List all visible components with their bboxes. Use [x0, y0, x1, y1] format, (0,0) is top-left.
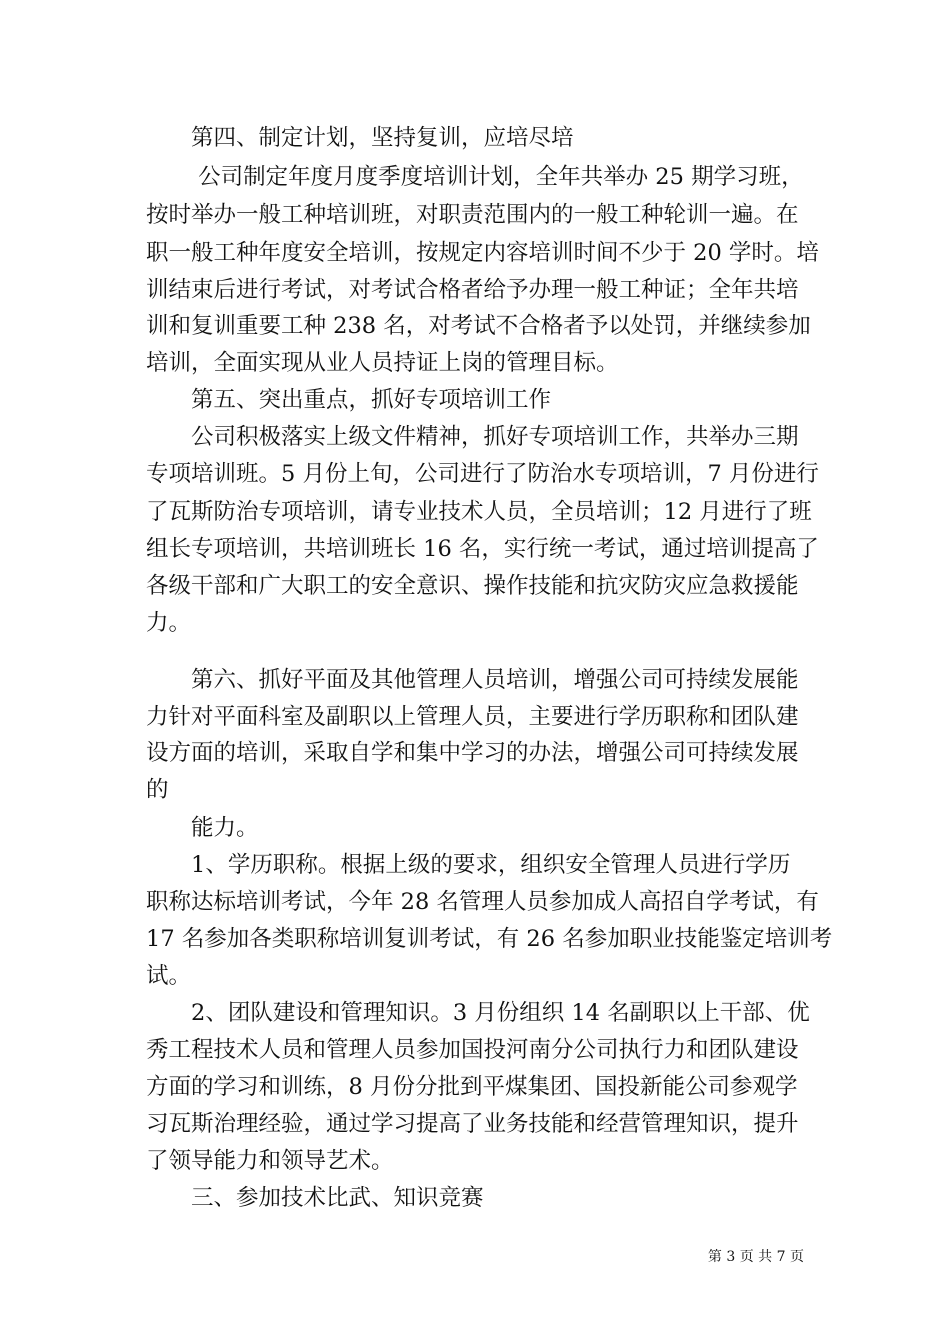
heading-section-five: 第五、突出重点，抓好专项培训工作: [146, 387, 552, 413]
paragraph-line: 职称达标培训考试，今年 28 名管理人员参加成人高招自学考试，有: [146, 889, 819, 915]
paragraph-line: 专项培训班。5 月份上旬，公司进行了防治水专项培训，7 月份进行: [146, 461, 819, 487]
paragraph-line: 训结束后进行考试，对考试合格者给予办理一般工种证；全年共培: [146, 277, 799, 303]
paragraph-line: 力。: [146, 610, 192, 636]
paragraph-line: 17 名参加各类职称培训复训考试，有 26 名参加职业技能鉴定培训考: [146, 926, 833, 952]
paragraph-line: 的: [146, 777, 169, 803]
paragraph-line: 职一般工种年度安全培训，按规定内容培训时间不少于 20 学时。培: [146, 240, 819, 266]
subsection-team-building: 2、团队建设和管理知识。3 月份组织 14 名副职以上干部、优: [146, 1000, 810, 1026]
heading-section-six: 第六、抓好平面及其他管理人员培训，增强公司可持续发展能: [146, 667, 799, 693]
paragraph-line: 培训，全面实现从业人员持证上岗的管理目标。: [146, 350, 619, 376]
subsection-education: 1、学历职称。根据上级的要求，组织安全管理人员进行学历: [146, 852, 791, 878]
paragraph-line: 了领导能力和领导艺术。: [146, 1148, 394, 1174]
paragraph-line: 按时举办一般工种培训班，对职责范围内的一般工种轮训一遍。在: [146, 202, 799, 228]
paragraph-line: 公司制定年度月度季度培训计划，全年共举办 25 期学习班，: [146, 164, 804, 190]
paragraph-line: 了瓦斯防治专项培训，请专业技术人员，全员培训；12 月进行了班: [146, 499, 812, 525]
paragraph-line: 训和复训重要工种 238 名，对考试不合格者予以处罚，并继续参加: [146, 313, 811, 339]
page-number-footer: 第 3 页 共 7 页: [707, 1249, 804, 1265]
paragraph-line: 秀工程技术人员和管理人员参加国投河南分公司执行力和团队建设: [146, 1037, 799, 1063]
paragraph-line: 习瓦斯治理经验，通过学习提高了业务技能和经营管理知识，提升: [146, 1111, 799, 1137]
heading-section-four: 第四、制定计划，坚持复训，应培尽培: [146, 125, 574, 151]
paragraph-line: 方面的学习和训练，8 月份分批到平煤集团、国投新能公司参观学: [146, 1074, 798, 1100]
paragraph-line: 公司积极落实上级文件精神，抓好专项培训工作，共举办三期: [146, 424, 799, 450]
paragraph-line: 试。: [146, 963, 192, 989]
heading-section-three: 三、参加技术比武、知识竞赛: [146, 1185, 484, 1211]
paragraph-line: 力针对平面科室及副职以上管理人员，主要进行学历职称和团队建: [146, 704, 799, 730]
paragraph-line: 能力。: [146, 815, 259, 841]
paragraph-line: 各级干部和广大职工的安全意识、操作技能和抗灾防灾应急救援能: [146, 573, 799, 599]
paragraph-line: 组长专项培训，共培训班长 16 名，实行统一考试，通过培训提高了: [146, 536, 819, 562]
paragraph-line: 设方面的培训，采取自学和集中学习的办法，增强公司可持续发展: [146, 740, 799, 766]
